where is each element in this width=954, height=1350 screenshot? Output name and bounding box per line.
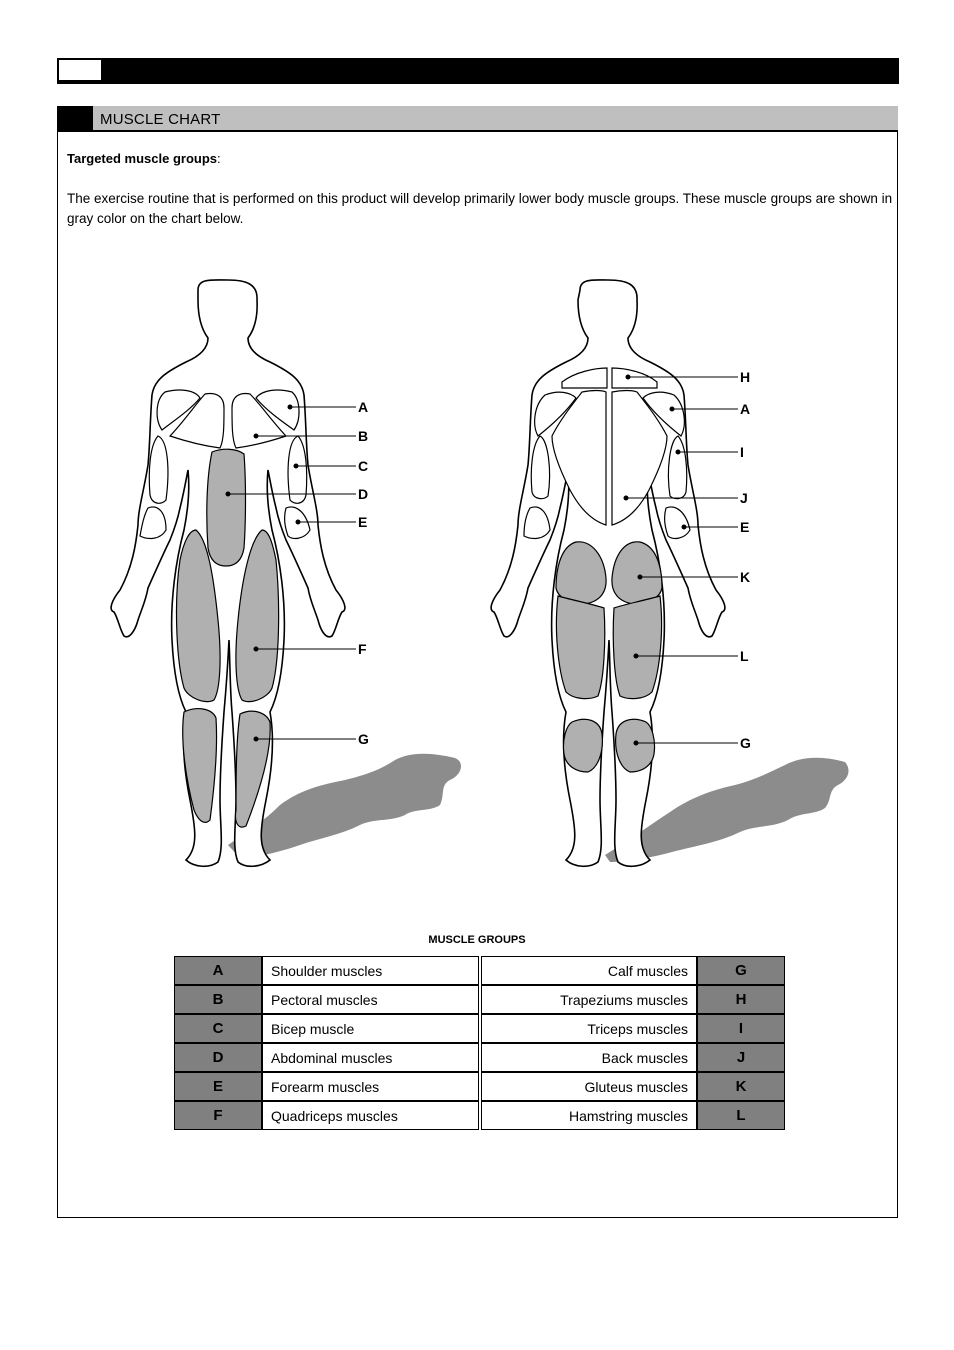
right-name-cell: Gluteus muscles — [481, 1072, 697, 1101]
back-body — [491, 280, 725, 866]
back-label: H — [740, 369, 751, 385]
front-figure-labels — [358, 399, 369, 747]
left-name-cell: Shoulder muscles — [262, 956, 479, 985]
targeted-heading-bold: Targeted muscle groups — [67, 151, 218, 166]
back-label: G — [740, 735, 751, 751]
left-name-cell: Forearm muscles — [262, 1072, 479, 1101]
front-label: C — [358, 458, 369, 474]
front-label: E — [358, 514, 368, 530]
back-figure-labels — [740, 369, 751, 751]
right-key-cell: J — [697, 1043, 785, 1072]
section-title: MUSCLE CHART — [100, 111, 221, 128]
left-name-cell: Abdominal muscles — [262, 1043, 479, 1072]
right-name-cell: Back muscles — [481, 1043, 697, 1072]
back-label: A — [740, 401, 751, 417]
muscle-groups-table — [174, 956, 785, 1130]
left-key-cell: D — [174, 1043, 262, 1072]
back-left-calf-shape — [563, 719, 602, 772]
left-key-cell: B — [174, 985, 262, 1014]
front-body — [111, 280, 345, 866]
front-label: G — [358, 731, 369, 747]
back-label: J — [740, 490, 748, 506]
front-left-calf-shape — [183, 709, 217, 823]
left-key-cell: C — [174, 1014, 262, 1043]
front-label: F — [358, 641, 367, 657]
table-row — [174, 1043, 785, 1072]
right-key-cell: I — [697, 1014, 785, 1043]
back-label: L — [740, 648, 749, 664]
back-label: E — [740, 519, 750, 535]
left-name-cell: Pectoral muscles — [262, 985, 479, 1014]
table-row — [174, 956, 785, 985]
abdominal-muscles-shape — [207, 449, 246, 566]
front-label: A — [358, 399, 369, 415]
muscle-groups-title: MUSCLE GROUPS — [428, 934, 526, 946]
back-label: I — [740, 444, 744, 460]
left-name-cell: Quadriceps muscles — [262, 1101, 479, 1130]
right-key-cell: L — [697, 1101, 785, 1130]
left-key-cell: F — [174, 1101, 262, 1130]
right-key-cell: G — [697, 956, 785, 985]
right-name-cell: Triceps muscles — [481, 1014, 697, 1043]
left-key-cell: E — [174, 1072, 262, 1101]
right-name-cell: Trapeziums muscles — [481, 985, 697, 1014]
front-label: B — [358, 428, 369, 444]
table-row — [174, 1014, 785, 1043]
targeted-heading-colon: : — [217, 151, 221, 166]
right-name-cell: Calf muscles — [481, 956, 697, 985]
left-key-cell: A — [174, 956, 262, 985]
right-key-cell: K — [697, 1072, 785, 1101]
table-row — [174, 1101, 785, 1130]
back-label: K — [740, 569, 751, 585]
left-name-cell: Bicep muscle — [262, 1014, 479, 1043]
right-key-cell: H — [697, 985, 785, 1014]
back-right-calf-shape — [616, 719, 655, 772]
front-label: D — [358, 486, 369, 502]
back-left-hamstring-shape — [556, 596, 604, 699]
table-row — [174, 1072, 785, 1101]
right-name-cell: Hamstring muscles — [481, 1101, 697, 1130]
table-row — [174, 985, 785, 1014]
intro-paragraph: The exercise routine that is performed on this product will develop primarily lower body muscle groups. These muscle groups are shown in gray color on the chart below. — [67, 191, 893, 226]
back-right-hamstring-shape — [613, 596, 661, 699]
